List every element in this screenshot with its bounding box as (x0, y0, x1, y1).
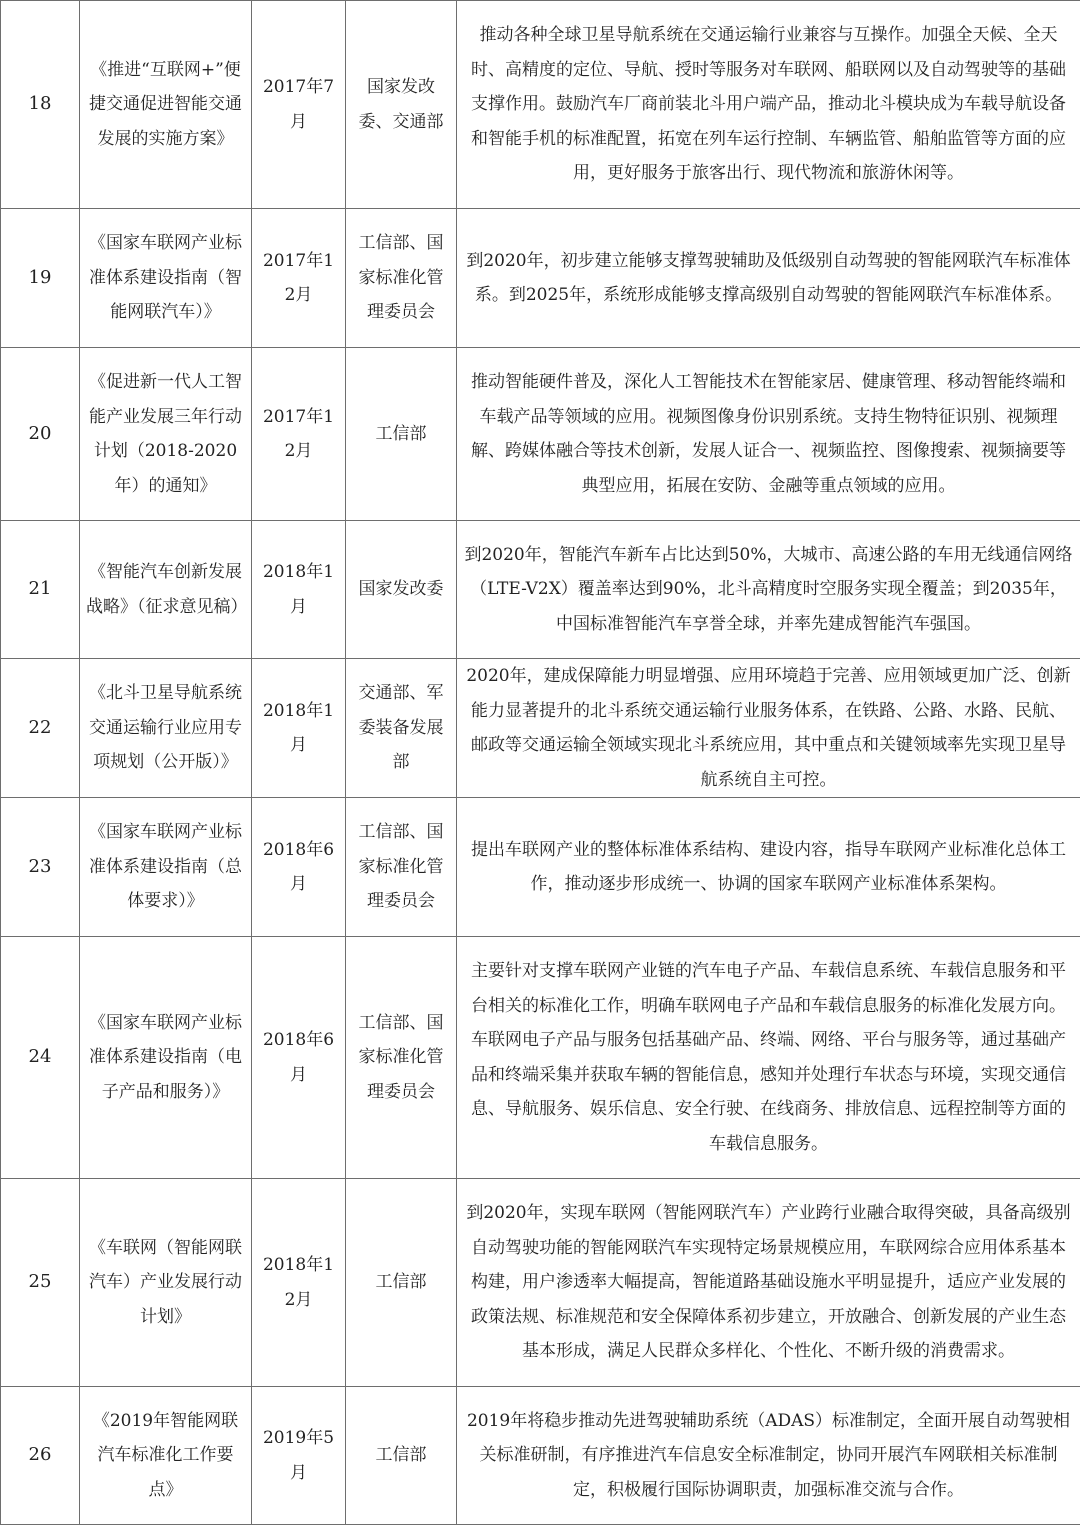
row-number: 25 (1, 1179, 80, 1387)
row-number: 21 (1, 521, 80, 659)
issue-date: 2017年12月 (252, 209, 346, 348)
issuing-department: 工信部、国家标准化管理委员会 (346, 209, 457, 348)
table-row (1, 1387, 1080, 1525)
table-row (1, 659, 1080, 798)
table-row (1, 1, 1080, 209)
policy-name: 《推进“互联网+”便捷交通促进智能交通发展的实施方案》 (80, 1, 252, 209)
issuing-department: 工信部、国家标准化管理委员会 (346, 798, 457, 937)
policy-content: 2020年，建成保障能力明显增强、应用环境趋于完善、应用领域更加广泛、创新能力显著提升的北斗系统交通运输行业服务体系，在铁路、公路、水路、民航、邮政等交通运输全领域实现北斗系统应用，其中重点和关键领域率先实现卫星导航系统自主可控。 (457, 659, 1080, 798)
table-row (1, 1179, 1080, 1387)
row-number: 26 (1, 1387, 80, 1525)
issuing-department: 国家发改委、交通部 (346, 1, 457, 209)
table-row (1, 521, 1080, 659)
policy-content: 到2020年，初步建立能够支撑驾驶辅助及低级别自动驾驶的智能网联汽车标准体系。到2025年，系统形成能够支撑高级别自动驾驶的智能网联汽车标准体系。 (457, 209, 1080, 348)
table-row (1, 348, 1080, 521)
policy-content: 推动各种全球卫星导航系统在交通运输行业兼容与互操作。加强全天候、全天时、高精度的定位、导航、授时等服务对车联网、船联网以及自动驾驶等的基础支撑作用。鼓励汽车厂商前装北斗用户端产品，推动北斗模块成为车载导航设备和智能手机的标准配置，拓宽在列车运行控制、车辆监管、船舶监管等方面的应用，更好服务于旅客出行、现代物流和旅游休闲等。 (457, 1, 1080, 209)
policy-content: 推动智能硬件普及，深化人工智能技术在智能家居、健康管理、移动智能终端和车载产品等领域的应用。视频图像身份识别系统。支持生物特征识别、视频理解、跨媒体融合等技术创新，发展人证合一、视频监控、图像搜索、视频摘要等典型应用，拓展在安防、金融等重点领域的应用。 (457, 348, 1080, 521)
issue-date: 2018年6月 (252, 937, 346, 1179)
policy-content: 主要针对支撑车联网产业链的汽车电子产品、车载信息系统、车载信息服务和平台相关的标准化工作，明确车联网电子产品和车载信息服务的标准化发展方向。车联网电子产品与服务包括基础产品、终端、网络、平台与服务等，通过基础产品和终端采集并获取车辆的智能信息，感知并处理行车状态与环境，实现交通信息、导航服务、娱乐信息、安全行驶、在线商务、排放信息、远程控制等方面的车载信息服务。 (457, 937, 1080, 1179)
issue-date: 2018年1月 (252, 521, 346, 659)
policy-name: 《国家车联网产业标准体系建设指南（智能网联汽车）》 (80, 209, 252, 348)
policy-content: 到2020年，智能汽车新车占比达到50%，大城市、高速公路的车用无线通信网络（LTE-V2X）覆盖率达到90%，北斗高精度时空服务实现全覆盖；到2035年，中国标准智能汽车享誉全球，并率先建成智能汽车强国。 (457, 521, 1080, 659)
row-number: 24 (1, 937, 80, 1179)
policy-content: 提出车联网产业的整体标准体系结构、建设内容，指导车联网产业标准化总体工作，推动逐步形成统一、协调的国家车联网产业标准体系架构。 (457, 798, 1080, 937)
row-number: 19 (1, 209, 80, 348)
policy-name: 《促进新一代人工智能产业发展三年行动计划（2018-2020年）的通知》 (80, 348, 252, 521)
issue-date: 2018年6月 (252, 798, 346, 937)
issue-date: 2019年5月 (252, 1387, 346, 1525)
issuing-department: 工信部、国家标准化管理委员会 (346, 937, 457, 1179)
policy-name: 《北斗卫星导航系统交通运输行业应用专项规划（公开版）》 (80, 659, 252, 798)
policy-name: 《国家车联网产业标准体系建设指南（总体要求）》 (80, 798, 252, 937)
policy-content: 到2020年，实现车联网（智能网联汽车）产业跨行业融合取得突破，具备高级别自动驾驶功能的智能网联汽车实现特定场景规模应用，车联网综合应用体系基本构建，用户渗透率大幅提高，智能道路基础设施水平明显提升，适应产业发展的政策法规、标准规范和安全保障体系初步建立，开放融合、创新发展的产业生态基本形成，满足人民群众多样化、个性化、不断升级的消费需求。 (457, 1179, 1080, 1387)
policy-name: 《2019年智能网联汽车标准化工作要点》 (80, 1387, 252, 1525)
row-number: 20 (1, 348, 80, 521)
issue-date: 2017年7月 (252, 1, 346, 209)
issuing-department: 工信部 (346, 1387, 457, 1525)
policy-content: 2019年将稳步推动先进驾驶辅助系统（ADAS）标准制定，全面开展自动驾驶相关标准研制，有序推进汽车信息安全标准制定，协同开展汽车网联相关标准制定，积极履行国际协调职责，加强标准交流与合作。 (457, 1387, 1080, 1525)
issue-date: 2018年1月 (252, 659, 346, 798)
policy-name: 《智能汽车创新发展战略》（征求意见稿） (80, 521, 252, 659)
policy-name: 《国家车联网产业标准体系建设指南（电子产品和服务）》 (80, 937, 252, 1179)
issue-date: 2018年12月 (252, 1179, 346, 1387)
issuing-department: 国家发改委 (346, 521, 457, 659)
table-row (1, 798, 1080, 937)
row-number: 23 (1, 798, 80, 937)
row-number: 22 (1, 659, 80, 798)
row-number: 18 (1, 1, 80, 209)
issuing-department: 工信部 (346, 1179, 457, 1387)
issuing-department: 工信部 (346, 348, 457, 521)
table-row (1, 209, 1080, 348)
issue-date: 2017年12月 (252, 348, 346, 521)
table-row (1, 937, 1080, 1179)
policy-name: 《车联网（智能网联汽车）产业发展行动计划》 (80, 1179, 252, 1387)
issuing-department: 交通部、军委装备发展部 (346, 659, 457, 798)
